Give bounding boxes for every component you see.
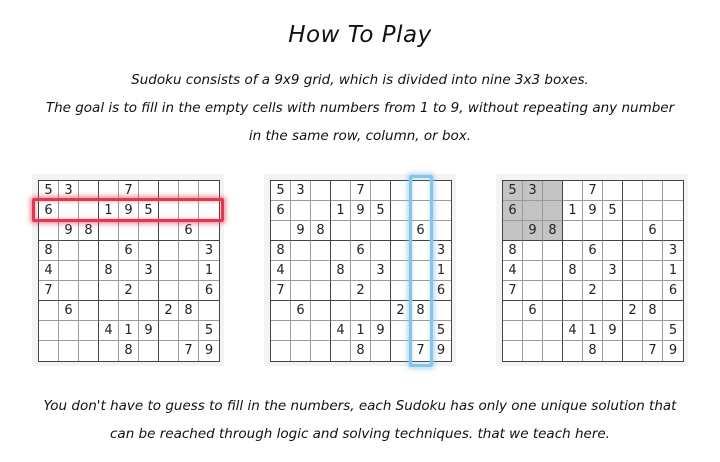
grid-cell [663,221,683,241]
grid-cell: 1 [563,201,583,221]
example-board-row [32,174,224,366]
grid-cell: 3 [291,181,311,201]
grid-cell: 9 [351,201,371,221]
grid-cell [563,341,583,361]
grid-cell: 6 [39,201,59,221]
grid-cell [79,181,99,201]
grid-cell [39,301,59,321]
grid-cell [543,241,563,261]
grid-cell [623,201,643,221]
example-board-box [496,174,688,366]
grid-cell [351,261,371,281]
grid-cell [199,201,219,221]
grid-cell [311,321,331,341]
grid-cell [623,281,643,301]
intro-line-2: The goal is to fill in the empty cells with numbers from 1 to 9, without repeating any number in the same row, column, or box. [45,100,675,144]
grid-cell [543,181,563,201]
grid-cell [431,221,451,241]
grid-cell: 7 [643,341,663,361]
grid-cell [139,341,159,361]
grid-cell [139,281,159,301]
grid-cell [411,321,431,341]
grid-cell: 8 [119,341,139,361]
grid-cell: 6 [351,241,371,261]
grid-cell: 1 [583,321,603,341]
grid-cell: 9 [204,343,214,358]
grid-cell: 5 [663,321,683,341]
grid-cell [503,341,523,361]
grid-cell [139,181,159,201]
grid-cell: 8 [563,261,583,281]
grid-cell: 9 [59,221,79,241]
grid-cell [503,321,523,341]
grid-cell [291,341,311,361]
grid-cell [59,281,79,301]
grid-cell: 4 [99,321,119,341]
grid-cell [159,221,179,241]
grid-cell [271,301,291,321]
grid-cell [563,221,583,241]
grid-cell [563,181,583,201]
grid-cell: 6 [643,221,663,241]
grid-cell: 8 [79,221,99,241]
grid-cell: 8 [503,241,523,261]
grid-cell [411,181,431,201]
grid-cell: 8 [351,341,371,361]
grid-cell: 7 [411,341,431,361]
grid-cell [139,301,159,321]
grid-cell: 1 [331,201,351,221]
page-title: How To Play [288,22,432,48]
grid-cell [371,241,391,261]
grid-cell [603,241,623,261]
grid-cell: 5 [371,201,391,221]
sudoku-grid-column-example [270,180,452,362]
grid-cell [391,201,411,221]
grid-cell [371,301,391,321]
grid-cell: 5 [39,181,59,201]
grid-cell [663,201,683,221]
grid-cell [543,261,563,281]
grid-cell [523,341,543,361]
grid-cell [391,281,411,301]
grid-cell: 5 [139,201,159,221]
grid-cell: 6 [583,241,603,261]
grid-cell [583,261,603,281]
grid-cell: 2 [119,281,139,301]
grid-cell: 8 [311,221,331,241]
grid-cell: 2 [623,301,643,321]
grid-cell: 4 [271,261,291,281]
grid-cell [311,301,331,321]
intro-line-1: Sudoku consists of a 9x9 grid, which is divided into nine 3x3 boxes. [131,72,589,88]
grid-cell [643,321,663,341]
grid-cell [391,341,411,361]
grid-cell [179,241,199,261]
grid-cell [643,281,663,301]
grid-cell [623,241,643,261]
grid-cell: 4 [503,261,523,281]
grid-cell: 1 [431,261,451,281]
grid-cell: 1 [99,201,119,221]
grid-cell: 5 [603,201,623,221]
grid-cell [159,241,179,261]
grid-cell [623,181,643,201]
grid-cell [119,221,139,241]
grid-cell [159,261,179,281]
grid-cell: 9 [291,221,311,241]
grid-cell [411,281,431,301]
grid-cell [623,321,643,341]
grid-cell: 8 [99,261,119,281]
grid-cell [59,341,79,361]
grid-cell [179,181,199,201]
grid-cell: 8 [643,301,663,321]
grid-cell [603,281,623,301]
grid-cell: 3 [59,181,79,201]
grid-cell [59,241,79,261]
grid-cell [99,241,119,261]
grid-cell [39,321,59,341]
grid-cell [79,201,99,221]
grid-cell [563,241,583,261]
grid-cell: 9 [119,201,139,221]
grid-cell [543,281,563,301]
grid-cell [351,301,371,321]
grid-cell: 5 [503,181,523,201]
grid-cell [271,341,291,361]
grid-cell [331,221,351,241]
grid-cell [311,341,331,361]
grid-cell: 3 [199,241,219,261]
grid-cell [271,221,291,241]
grid-cell [351,221,371,241]
grid-cell: 6 [503,201,523,221]
grid-cell: 8 [411,301,431,321]
grid-cell: 6 [59,301,79,321]
grid-cell: 6 [119,241,139,261]
grid-cell [311,241,331,261]
intro-text [40,66,680,150]
grid-cell [159,201,179,221]
grid-cell: 6 [431,281,451,301]
grid-cell: 7 [179,341,199,361]
grid-cell: 9 [583,201,603,221]
grid-cell [543,301,563,321]
grid-cell: 6 [271,201,291,221]
grid-cell: 1 [119,321,139,341]
grid-cell [643,241,663,261]
grid-cell [431,301,451,321]
grid-cell [411,201,431,221]
grid-cell [311,261,331,281]
grid-cell [603,341,623,361]
grid-cell: 3 [371,261,391,281]
grid-cell: 8 [543,221,563,241]
grid-cell: 7 [119,181,139,201]
grid-cell [391,241,411,261]
grid-cell [523,261,543,281]
grid-cell [199,181,219,201]
grid-cell: 2 [391,301,411,321]
grid-cell: 9 [371,321,391,341]
grid-cell: 1 [199,261,219,281]
grid-cell [119,301,139,321]
grid-cell: 5 [199,321,219,341]
grid-cell [331,281,351,301]
grid-cell [331,241,351,261]
grid-cell [159,281,179,301]
grid-cell [291,321,311,341]
grid-cell: 6 [291,301,311,321]
grid-cell [179,281,199,301]
grid-cell [543,201,563,221]
grid-cell [563,281,583,301]
grid-cell [391,321,411,341]
grid-cell: 9 [436,343,446,358]
grid-cell: 9 [603,321,623,341]
grid-cell: 6 [411,221,431,241]
grid-cell [331,341,351,361]
grid-cell [79,241,99,261]
grid-cell [623,261,643,281]
grid-cell [431,201,451,221]
grid-cell [371,221,391,241]
grid-cell [139,241,159,261]
grid-cell [39,341,59,361]
grid-cell [311,201,331,221]
grid-cell [119,261,139,281]
grid-cell [99,181,119,201]
grid-cell [291,281,311,301]
grid-cell [99,221,119,241]
grid-cell [331,181,351,201]
grid-cell [291,201,311,221]
grid-cell [643,181,663,201]
grid-cell: 3 [603,261,623,281]
grid-cell: 2 [159,301,179,321]
grid-cell [523,201,543,221]
grid-cell: 8 [331,261,351,281]
grid-cell [311,281,331,301]
grid-cell [179,321,199,341]
grid-cell [603,221,623,241]
grid-cell [59,201,79,221]
grid-cell [79,321,99,341]
grid-cell: 2 [351,281,371,301]
grid-cell [411,261,431,281]
grid-cell: 7 [351,181,371,201]
grid-cell [271,321,291,341]
grid-cell [331,301,351,321]
grid-cell: 6 [523,301,543,321]
grid-cell: 5 [271,181,291,201]
grid-cell [643,261,663,281]
grid-cell [523,281,543,301]
grid-cell [563,301,583,321]
grid-cell [199,301,219,321]
grid-cell: 2 [583,281,603,301]
grid-cell [371,281,391,301]
grid-cell [543,321,563,341]
grid-cell [179,261,199,281]
grid-cell [523,321,543,341]
grid-cell [663,181,683,201]
grid-cell: 9 [139,321,159,341]
grid-cell: 6 [663,281,683,301]
grid-cell [663,301,683,321]
grid-cell [583,221,603,241]
grid-cell [79,341,99,361]
grid-cell [179,201,199,221]
grid-cell: 8 [39,241,59,261]
grid-cell [311,181,331,201]
grid-cell: 8 [271,241,291,261]
grid-cell: 3 [663,241,683,261]
grid-cell [79,281,99,301]
grid-cell: 6 [199,281,219,301]
grid-cell: 6 [179,221,199,241]
sudoku-grid-row-example [38,180,220,362]
grid-cell [503,301,523,321]
grid-cell [159,341,179,361]
grid-cell [371,181,391,201]
grid-cell [623,221,643,241]
grid-cell [431,181,451,201]
grid-cell [391,221,411,241]
grid-cell: 1 [663,261,683,281]
grid-cell [543,341,563,361]
grid-cell: 7 [271,281,291,301]
grid-cell [371,341,391,361]
grid-cell [159,321,179,341]
grid-cell [199,221,219,241]
grid-cell: 8 [583,341,603,361]
grid-cell [39,221,59,241]
grid-cell [623,341,643,361]
grid-cell: 7 [503,281,523,301]
sudoku-grid-box-example [502,180,684,362]
grid-cell [603,301,623,321]
grid-cell [643,201,663,221]
example-board-column [264,174,456,366]
grid-cell: 9 [523,221,543,241]
grid-cell [411,241,431,261]
grid-cell: 8 [179,301,199,321]
grid-cell: 3 [139,261,159,281]
grid-cell [391,181,411,201]
grid-cell [79,261,99,281]
grid-cell [99,341,119,361]
grid-cell: 3 [523,181,543,201]
grid-cell [291,261,311,281]
grid-cell [59,261,79,281]
grid-cell [99,281,119,301]
grid-cell: 5 [431,321,451,341]
grid-cell [523,241,543,261]
grid-cell [99,301,119,321]
grid-cell: 4 [39,261,59,281]
grid-cell [291,241,311,261]
grid-cell: 7 [583,181,603,201]
grid-cell: 4 [563,321,583,341]
grid-cell: 4 [331,321,351,341]
grid-cell [59,321,79,341]
grid-cell [79,301,99,321]
grid-cell [583,301,603,321]
grid-cell [391,261,411,281]
grid-cell: 3 [431,241,451,261]
outro-text: You don't have to guess to fill in the numbers, each Sudoku has only one unique solution that can be reached through logic and solving techniques. that we teach here. [43,398,677,442]
grid-cell: 1 [351,321,371,341]
grid-cell [603,181,623,201]
grid-cell [139,221,159,241]
grid-cell [503,221,523,241]
grid-cell: 7 [39,281,59,301]
grid-cell [159,181,179,201]
grid-cell: 9 [668,343,678,358]
